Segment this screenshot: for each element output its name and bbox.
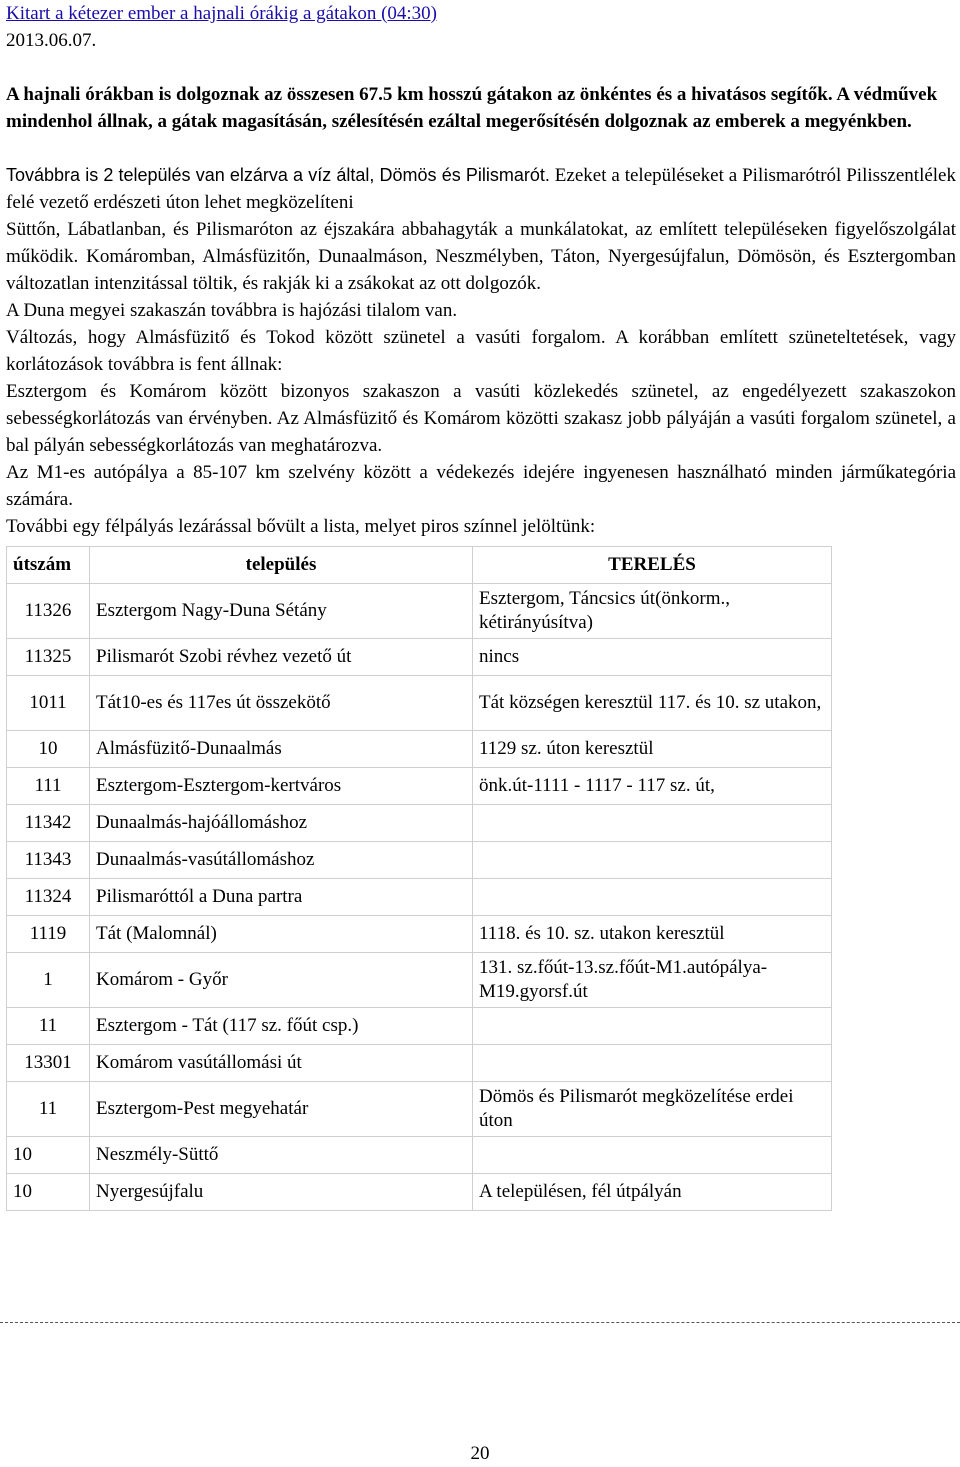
header-road-number: útszám (7, 547, 90, 584)
cell-road-number: 11 (7, 1082, 90, 1137)
page-number: 20 (470, 1443, 490, 1464)
detour-table-body (7, 584, 832, 1211)
cell-road-number: 10 (7, 1174, 90, 1211)
cell-detour: önk.út-1111 - 1117 - 117 sz. út, (473, 768, 832, 805)
cell-road-number: 11326 (7, 584, 90, 639)
cell-detour: Dömös és Pilismarót megközelítése erdei úton (473, 1082, 832, 1137)
cell-road-number: 11 (7, 1008, 90, 1045)
paragraph-1 (6, 162, 956, 216)
cell-settlement: Komárom vasútállomási út (90, 1045, 473, 1082)
table-row (7, 639, 832, 676)
cell-road-number: 11324 (7, 879, 90, 916)
cell-settlement: Dunaalmás-hajóállomáshoz (90, 805, 473, 842)
paragraph-7: További egy félpályás lezárással bővült a lista, melyet piros színnel jelöltünk: (6, 516, 596, 537)
lead-paragraph: A hajnali órákban is dolgoznak az összesen 67.5 km hosszú gátakon az önkéntes és a hivatásos segítők. A védművek mindenhol állnak, a gátak magasításán, szélesítésén ezáltal megerősítésén dolgoznak az emberek a megyénkben. (6, 84, 938, 132)
cell-road-number: 1119 (7, 916, 90, 953)
table-row (7, 953, 832, 1008)
table-row (7, 676, 832, 731)
detour-table (6, 546, 832, 1211)
cell-settlement: Esztergom-Pest megyehatár (90, 1082, 473, 1137)
document-page (6, 0, 956, 1211)
cell-settlement: Tát (Malomnál) (90, 916, 473, 953)
table-header-row (7, 547, 832, 584)
cell-detour (473, 842, 832, 879)
table-row (7, 731, 832, 768)
table-row (7, 1082, 832, 1137)
paragraph-1-sans-part: Továbbra is 2 település van elzárva a víz által, Dömös és Pilismarót. (6, 165, 550, 185)
cell-road-number: 11343 (7, 842, 90, 879)
paragraph-3: A Duna megyei szakaszán továbbra is hajózási tilalom van. (6, 300, 458, 321)
paragraph-2: Süttőn, Lábatlanban, és Pilismaróton az éjszakára abbahagyták a munkálatokat, az említett településeken figyelőszolgálat működik. Komáromban, Almásfüzitőn, Dunaalmáson, Neszmélyben, Táton, Nyergesújfalun, Dömösön, és Esztergomban változatlan intenzitással töltik, és rakják ki a zsákokat az ott dolgozók. (6, 219, 956, 294)
paragraph-6: Az M1-es autópálya a 85-107 km szelvény között a védekezés idejére ingyenesen használható minden járműkategória számára. (6, 462, 956, 510)
cell-road-number: 11342 (7, 805, 90, 842)
cell-settlement: Pilismarót Szobi révhez vezető út (90, 639, 473, 676)
footer-divider (0, 1322, 960, 1323)
table-row (7, 1174, 832, 1211)
cell-settlement: Komárom - Győr (90, 953, 473, 1008)
header-detour: TERELÉS (473, 547, 832, 584)
table-row (7, 768, 832, 805)
table-row (7, 879, 832, 916)
cell-settlement: Pilismaróttól a Duna partra (90, 879, 473, 916)
paragraph-5: Esztergom és Komárom között bizonyos szakaszon a vasúti közlekedés szünetel, az engedélyezett szakaszokon sebességkorlátozás van érvényben. Az Almásfüzitő és Komárom közötti szakasz jobb pályáján a vasúti forgalom szünetel, a bal pályán sebességkorlátozás van meghatározva. (6, 381, 956, 456)
table-row (7, 805, 832, 842)
cell-road-number: 1011 (7, 676, 90, 731)
cell-detour: 1118. és 10. sz. utakon keresztül (473, 916, 832, 953)
cell-road-number: 1 (7, 953, 90, 1008)
table-row (7, 842, 832, 879)
cell-detour (473, 805, 832, 842)
cell-settlement: Esztergom - Tát (117 sz. főút csp.) (90, 1008, 473, 1045)
cell-road-number: 10 (7, 1137, 90, 1174)
cell-detour (473, 879, 832, 916)
cell-settlement: Dunaalmás-vasútállomáshoz (90, 842, 473, 879)
cell-road-number: 11325 (7, 639, 90, 676)
header-settlement: település (90, 547, 473, 584)
cell-road-number: 10 (7, 731, 90, 768)
cell-detour: Tát községen keresztül 117. és 10. sz utakon, (473, 676, 832, 731)
cell-detour: Esztergom, Táncsics út(önkorm., kétirányúsítva) (473, 584, 832, 639)
cell-settlement: Esztergom-Esztergom-kertváros (90, 768, 473, 805)
cell-road-number: 13301 (7, 1045, 90, 1082)
paragraph-4: Változás, hogy Almásfüzitő és Tokod között szünetel a vasúti forgalom. A korábban említett szüneteltetések, vagy korlátozások továbbra is fent állnak: (6, 327, 956, 375)
table-row (7, 916, 832, 953)
table-row (7, 584, 832, 639)
cell-settlement: Tát10-es és 117es út összekötő (90, 676, 473, 731)
cell-detour: 1129 sz. úton keresztül (473, 731, 832, 768)
table-row (7, 1045, 832, 1082)
cell-detour (473, 1045, 832, 1082)
cell-detour: A településen, fél útpályán (473, 1174, 832, 1211)
paragraph-1-rest: Ezeket a településeket a Pilismarótról Pilisszentlélek felé vezető erdészeti úton lehet megközelíteni (6, 165, 956, 213)
table-row (7, 1137, 832, 1174)
cell-settlement: Nyergesújfalu (90, 1174, 473, 1211)
cell-settlement: Neszmély-Süttő (90, 1137, 473, 1174)
cell-road-number: 111 (7, 768, 90, 805)
article-title-link[interactable]: Kitart a kétezer ember a hajnali órákig a gátakon (04:30) (6, 3, 437, 24)
cell-settlement: Almásfüzitő-Dunaalmás (90, 731, 473, 768)
cell-detour: nincs (473, 639, 832, 676)
cell-detour (473, 1137, 832, 1174)
cell-settlement: Esztergom Nagy-Duna Sétány (90, 584, 473, 639)
article-date: 2013.06.07. (6, 30, 97, 51)
cell-detour (473, 1008, 832, 1045)
table-row (7, 1008, 832, 1045)
cell-detour: 131. sz.főút-13.sz.főút-M1.autópálya-M19.gyorsf.út (473, 953, 832, 1008)
